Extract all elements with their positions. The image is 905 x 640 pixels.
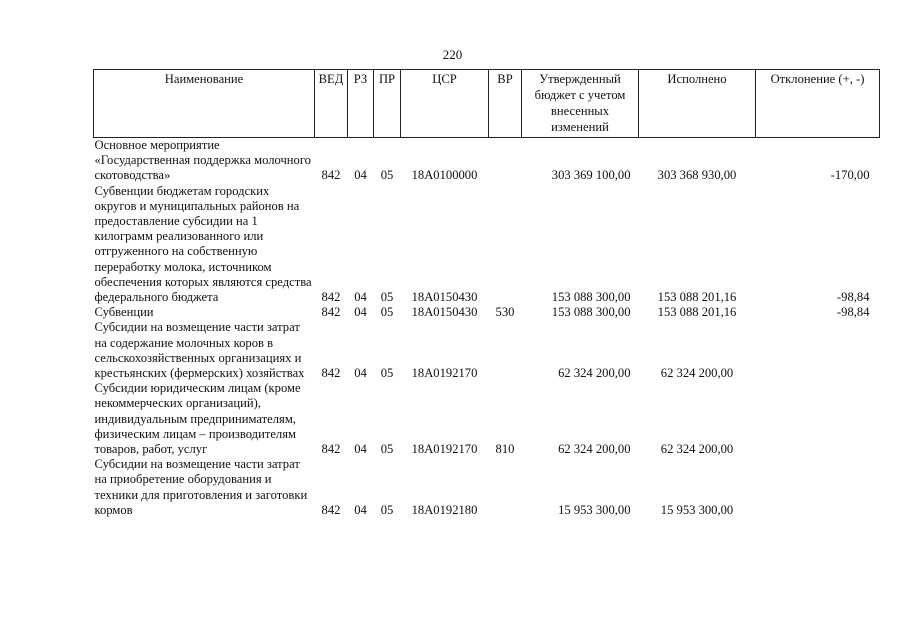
row-deviation (756, 381, 880, 457)
row-csr: 18А0192180 (411, 502, 478, 517)
row-deviation (756, 457, 880, 518)
row-pr: 05 (380, 168, 394, 183)
row-deviation: -98,84 (836, 305, 870, 320)
row-pr: 05 (380, 305, 394, 320)
row-vr (489, 138, 522, 184)
table-row (94, 305, 880, 320)
row-ved: 842 (321, 290, 341, 305)
row-budget: 62 324 200,00 (558, 366, 631, 381)
header-vr: ВР (489, 70, 522, 138)
row-budget: 303 369 100,00 (551, 168, 631, 183)
row-csr: 18А0150430 (411, 290, 478, 305)
header-ved: ВЕД (315, 70, 348, 138)
row-name: Субвенции бюджетам городских округов и муниципальных районов на предоставление субсидии на 1 килограмм реализованного или отгруженного на собственную переработку молока, источником обеспечения которых являются средства федерального бюджета (94, 183, 312, 305)
page-number: 220 (442, 47, 463, 62)
row-ved: 842 (321, 442, 341, 457)
row-rz: 04 (354, 366, 367, 381)
table-row (94, 457, 880, 518)
row-rz: 04 (354, 442, 367, 457)
row-deviation: -170,00 (830, 168, 870, 183)
row-csr: 18А0150430 (411, 305, 478, 320)
row-budget: 153 088 300,00 (551, 290, 631, 305)
row-ved: 842 (321, 366, 341, 381)
row-pr: 05 (380, 442, 394, 457)
row-executed: 303 368 930,00 (657, 168, 737, 183)
table-header (94, 70, 880, 138)
row-deviation: -98,84 (836, 290, 870, 305)
row-name: Субсидии юридическим лицам (кроме некоммерческих организаций), индивидуальным предпринимателям, физическим лицам – производителям товаров, работ, услуг (94, 381, 301, 457)
table-row (94, 184, 880, 306)
row-executed: 62 324 200,00 (660, 366, 734, 381)
row-executed: 153 088 201,16 (657, 305, 737, 320)
row-name: Основное мероприятие «Государственная поддержка молочного скотоводства» (94, 138, 311, 183)
row-rz: 04 (354, 305, 367, 320)
row-budget: 15 953 300,00 (558, 502, 631, 517)
header-executed: Исполнено (639, 70, 756, 138)
row-rz: 04 (354, 168, 367, 183)
row-ved: 842 (321, 502, 341, 517)
header-deviation: Отклонение (+, -) (756, 70, 880, 138)
row-csr: 18А0192170 (411, 442, 478, 457)
row-ved: 842 (321, 305, 341, 320)
row-rz: 04 (354, 502, 367, 517)
header-pr: ПР (374, 70, 401, 138)
row-csr: 18А0192170 (411, 366, 478, 381)
row-name: Субсидии на возмещение части затрат на приобретение оборудования и техники для приготовления и заготовки кормов (94, 457, 308, 517)
row-executed: 15 953 300,00 (660, 502, 734, 517)
row-pr: 05 (380, 502, 394, 517)
row-name: Субсидии на возмещение части затрат на содержание молочных коров в сельскохозяйственных организациях и крестьянских (фермерских) хозяйствах (94, 320, 305, 381)
row-vr (489, 184, 522, 306)
row-budget: 62 324 200,00 (558, 442, 631, 457)
header-rz: РЗ (348, 70, 374, 138)
row-vr (489, 457, 522, 518)
row-vr (489, 320, 522, 381)
row-deviation (756, 320, 880, 381)
table-row (94, 381, 880, 457)
row-budget: 153 088 300,00 (551, 305, 631, 320)
row-name: Субвенции (94, 305, 154, 320)
row-pr: 05 (380, 366, 394, 381)
header-csr: ЦСР (401, 70, 489, 138)
header-name: Наименование (94, 70, 315, 138)
row-executed: 153 088 201,16 (657, 290, 737, 305)
budget-table (93, 69, 880, 518)
row-rz: 04 (354, 290, 367, 305)
table-row (94, 138, 880, 184)
table-row (94, 320, 880, 381)
row-csr: 18А0100000 (411, 168, 478, 183)
row-vr: 530 (495, 305, 515, 320)
row-vr: 810 (495, 442, 515, 457)
header-budget: Утвержденный бюджет с учетом внесенных изменений (522, 70, 639, 138)
table-body (94, 138, 880, 519)
row-ved: 842 (321, 168, 341, 183)
row-pr: 05 (380, 290, 394, 305)
row-executed: 62 324 200,00 (660, 442, 734, 457)
